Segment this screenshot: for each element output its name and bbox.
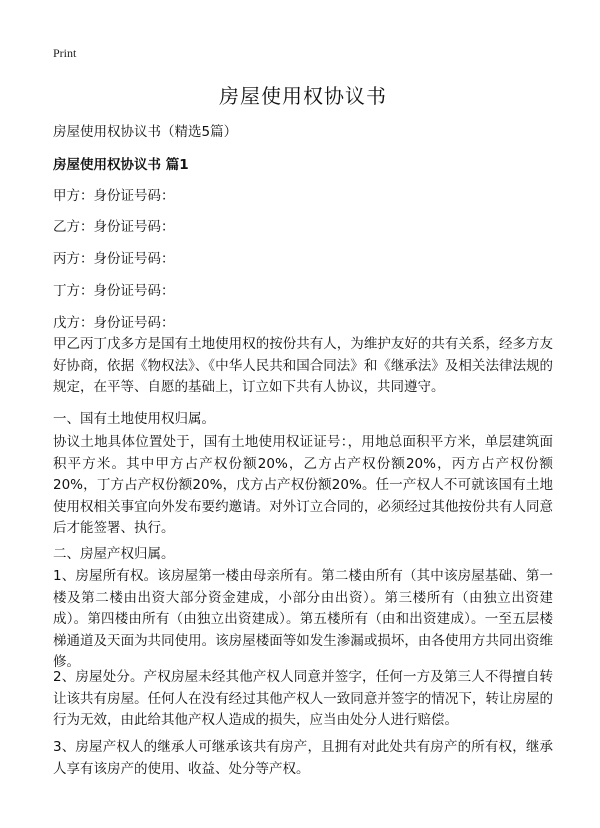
heading-land-use-right: 一、国有土地使用权归属。: [53, 411, 215, 427]
document-title: 房屋使用权协议书: [219, 84, 387, 108]
party-d-line: 丁方：身份证号码：: [53, 283, 175, 299]
intro-paragraph: 甲乙丙丁戊多方是国有土地使用权的按份共有人，为维护友好的共有关系，经多方友好协商，依据《物权法》、《中华人民共和国合同法》和《继承法》及相关法律法规的规定，在平等、自愿的基础上，订立如下共有人协议，共同遵守。: [53, 336, 553, 395]
disposal-paragraph: 2、房屋处分。产权房屋未经其他产权人同意并签字，任何一方及第三人不得擅自转让该共有房屋。任何人在没有经过其他产权人一致同意并签字的情况下，转让房屋的行为无效，由此给其他产权人造成的损失，应当由处分人进行赔偿。: [53, 669, 553, 728]
party-b-line: 乙方：身份证号码：: [53, 219, 175, 235]
section-title: 房屋使用权协议书 篇1: [53, 157, 189, 173]
document-subtitle: 房屋使用权协议书（精选5篇）: [53, 124, 238, 140]
inheritance-paragraph: 3、房屋产权人的继承人可继承该共有房产，且拥有对此处共有房产的所有权，继承人享有该房产的使用、收益、处分等产权。: [53, 739, 553, 777]
ownership-paragraph: 1、房屋所有权。该房屋第一楼由母亲所有。第二楼由所有（其中该房屋基础、第一楼及第二楼由出资大部分资金建成，小部分由出资）。第三楼所有（由独立出资建成）。第四楼由所有（由独立出资建成）。第五楼所有（由和出资建成）。一至五层楼梯通道及天面为共同使用。该房屋楼面等如发生渗漏或损坏，由各使用方共同出资维修。: [53, 568, 553, 670]
party-a-line: 甲方：身份证号码：: [53, 188, 175, 204]
party-c-line: 丙方：身份证号码：: [53, 251, 175, 267]
party-e-line: 戊方：身份证号码：: [53, 315, 175, 331]
land-use-paragraph: 协议土地具体位置处于，国有土地使用权证证号：，用地总面积平方米，单层建筑面积平方米。其中甲方占产权份额20%，乙方占产权份额20%，丙方占产权份额20%，丁方占产权份额20%，戊方占产权份额20%。任一产权人不可就该国有土地使用权相关事宜向外发布要约邀请。对外订立合同的，必须经过其他按份共有人同意后才能签署、执行。: [53, 434, 553, 536]
heading-property-right: 二、房屋产权归属。: [53, 546, 175, 562]
print-link[interactable]: Print: [53, 46, 77, 60]
